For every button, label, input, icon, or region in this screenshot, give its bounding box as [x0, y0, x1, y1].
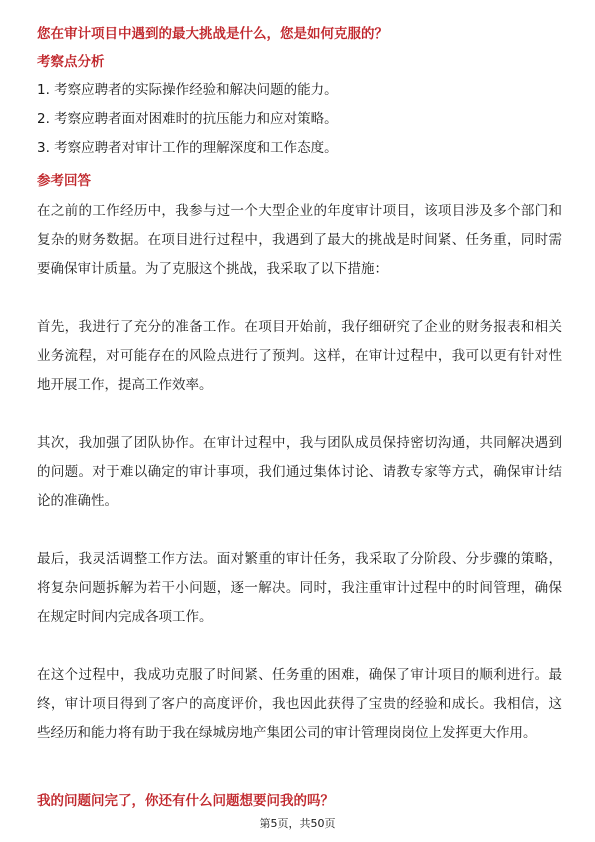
answer-paragraph: 首先，我进行了充分的准备工作。在项目开始前，我仔细研究了企业的财务报表和相关业务流程，对可能存在的风险点进行了预判。这样，在审计过程中，我可以更有针对性地开展工作，提高工作效率。: [37, 319, 562, 393]
answer-paragraph: 最后，我灵活调整工作方法。面对繁重的审计任务，我采取了分阶段、分步骤的策略，将复杂问题拆解为若干小问题，逐一解决。同时，我注重审计过程中的时间管理，确保在规定时间内完成各项工作。: [37, 551, 562, 625]
question-heading: 您在审计项目中遇到的最大挑战是什么，您是如何克服的？: [37, 26, 388, 42]
list-item: 1. 考察应聘者的实际操作经验和解决问题的能力。: [37, 82, 338, 98]
page-number: 第5页，共50页: [259, 817, 336, 830]
analysis-title: 考察点分析: [37, 54, 105, 70]
analysis-list: [37, 80, 562, 167]
closing-question: 我的问题问完了，你还有什么问题想要问我的吗？: [37, 793, 334, 809]
answer-title: 参考回答: [37, 173, 91, 189]
answer-paragraph: 在这个过程中，我成功克服了时间紧、任务重的困难，确保了审计项目的顺利进行。最终，审计项目得到了客户的高度评价，我也因此获得了宝贵的经验和成长。我相信，这些经历和能力将有助于我在绿城房地产集团公司的审计管理岗岗位上发挥更大作用。: [37, 667, 562, 741]
list-item: 2. 考察应聘者面对困难时的抗压能力和应对策略。: [37, 111, 338, 127]
answer-body: [37, 197, 562, 777]
answer-paragraph: 其次，我加强了团队协作。在审计过程中，我与团队成员保持密切沟通，共同解决遇到的问题。对于难以确定的审计事项，我们通过集体讨论、请教专家等方式，确保审计结论的准确性。: [37, 435, 562, 509]
list-item: 3. 考察应聘者对审计工作的理解深度和工作态度。: [37, 140, 338, 156]
answer-paragraph: 在之前的工作经历中，我参与过一个大型企业的年度审计项目，该项目涉及多个部门和复杂的财务数据。在项目进行过程中，我遇到了最大的挑战是时间紧、任务重，同时需要确保审计质量。为了克服这个挑战，我采取了以下措施：: [37, 203, 562, 277]
